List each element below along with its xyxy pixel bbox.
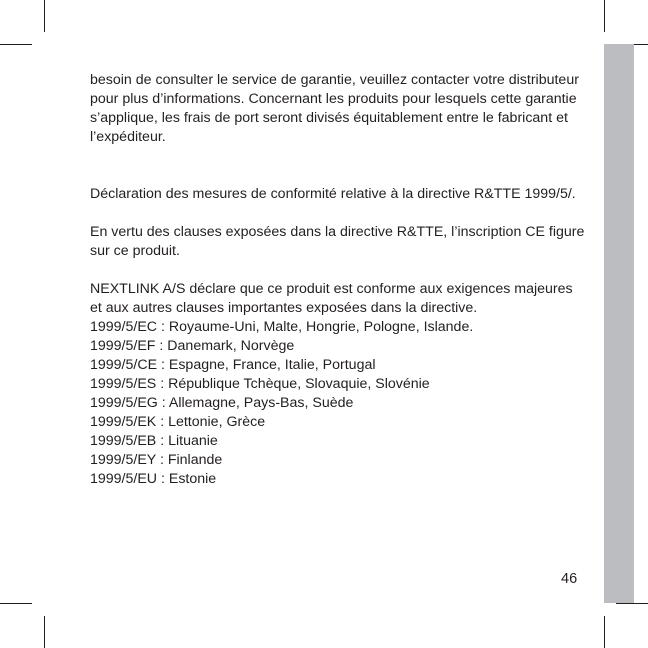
directive-code-item: 1999/5/ES : République Tchèque, Slovaquie, Slovénie — [90, 376, 430, 392]
warranty-paragraph: besoin de consulter le service de garantie, veuillez contacter votre distributeur pour plus d’informations. Concernant les produits pour lesquels cette garantie s’applique, les frais de port seront divisés équitablement entre le fabricant et l’expéditeur. — [90, 72, 579, 145]
crop-mark-bottom-right-horizontal — [616, 603, 648, 604]
crop-mark-top-right-vertical — [604, 0, 605, 32]
directive-code-item: 1999/5/EU : Estonie — [90, 471, 217, 487]
directive-code-item: 1999/5/EY : Finlande — [90, 452, 223, 468]
declaration-title: Déclaration des mesures de conformité relative à la directive R&TTE 1999/5/. — [90, 186, 576, 202]
ce-mark-paragraph: En vertu des clauses exposées dans la directive R&TTE, l’inscription CE figure sur ce produit. — [90, 224, 585, 259]
crop-mark-top-left-vertical — [44, 0, 45, 32]
side-tab — [604, 44, 634, 603]
spacer — [90, 204, 585, 223]
nextlink-paragraph: NEXTLINK A/S déclare que ce produit est conforme aux exigences majeures et aux autres clauses importantes exposées dans la directive. — [90, 281, 573, 316]
directive-code-item: 1999/5/EC : Royaume-Uni, Malte, Hongrie, Pologne, Islande. — [90, 319, 474, 335]
directive-code-item: 1999/5/EG : Allemagne, Pays-Bas, Suède — [90, 395, 354, 411]
page-content — [90, 71, 585, 489]
crop-mark-bottom-left-horizontal — [0, 603, 32, 604]
directive-code-item: 1999/5/EB : Lituanie — [90, 433, 218, 449]
crop-mark-top-left-horizontal — [0, 44, 32, 45]
crop-mark-bottom-right-vertical — [604, 616, 605, 648]
spacer — [90, 261, 585, 280]
spacer — [90, 147, 585, 185]
directive-code-item: 1999/5/EK : Lettonie, Grèce — [90, 414, 266, 430]
directive-code-list — [90, 318, 585, 489]
directive-code-item: 1999/5/EF : Danemark, Norvège — [90, 338, 295, 354]
directive-code-item: 1999/5/CE : Espagne, France, Italie, Portugal — [90, 357, 376, 373]
page-number: 46 — [561, 571, 578, 587]
crop-mark-bottom-left-vertical — [44, 616, 45, 648]
